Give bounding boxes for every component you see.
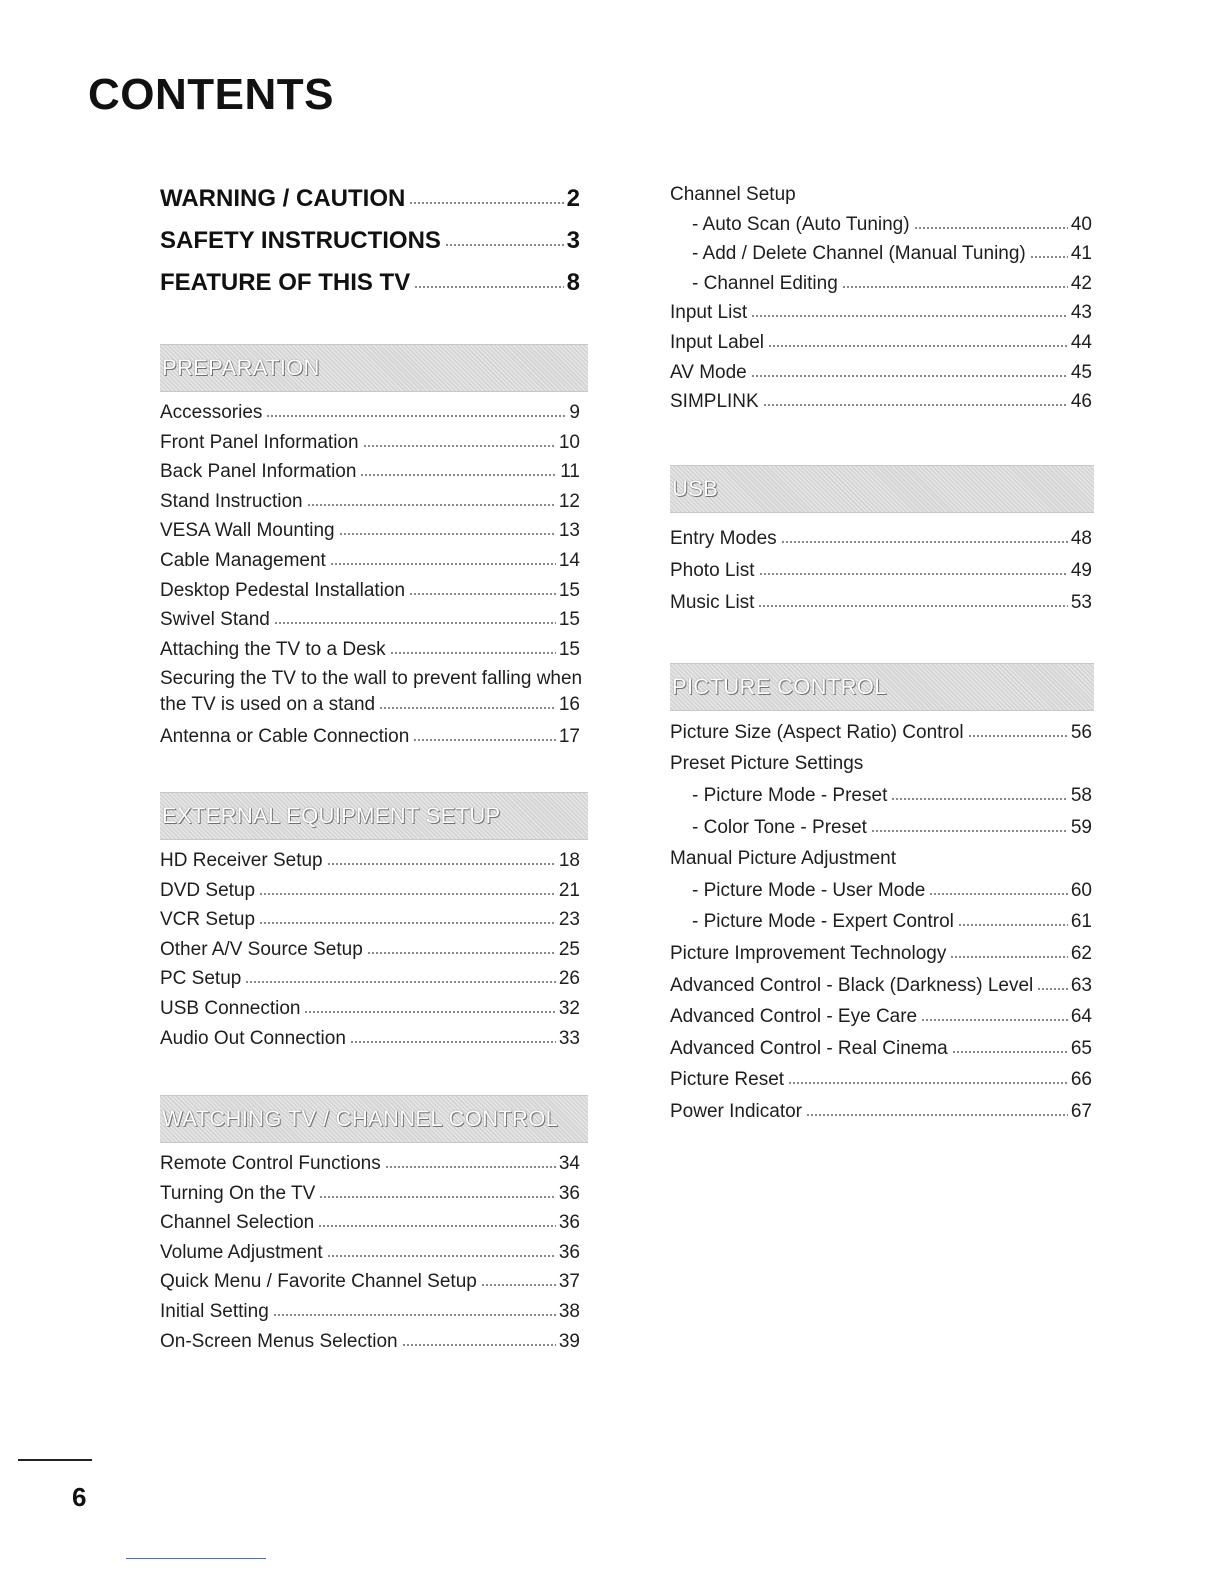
toc-entry-label: On-Screen Menus Selection [160,1330,398,1352]
dot-leader [1030,256,1068,258]
dot-leader [768,345,1068,347]
toc-group-label-channel-setup[interactable]: Channel Setup [670,184,796,205]
toc-page-number: 56 [1070,721,1092,743]
toc-entry[interactable] [670,358,1092,388]
toc-entry-label: Volume Adjustment [160,1241,323,1263]
toc-page-number: 21 [558,879,580,901]
toc-page-number: 13 [558,520,580,542]
toc-page-number: 11 [560,461,580,483]
contents-left-column [160,178,583,1356]
toc-entry[interactable] [160,546,580,576]
toc-entry[interactable] [160,964,580,994]
toc-entry[interactable] [160,398,580,428]
toc-entry[interactable] [670,387,1092,417]
toc-entry[interactable] [670,555,1092,587]
toc-entry[interactable] [670,812,1092,844]
toc-entry-label: Channel Selection [160,1212,315,1234]
toc-entry-label: Other A/V Source Setup [160,938,363,960]
page-number: 6 [72,1482,87,1512]
dot-leader [245,981,556,983]
dot-leader [379,707,556,709]
toc-entry[interactable] [160,1208,580,1238]
toc-entry[interactable] [160,1238,580,1268]
toc-page-number: 40 [1070,213,1092,235]
dot-leader [307,504,556,506]
usb-list [670,523,1092,619]
toc-entry-label: - Color Tone - Preset [692,816,867,838]
dot-leader [318,1225,556,1227]
toc-page-number: 33 [558,1027,580,1049]
dot-leader [402,1344,556,1346]
dot-leader [806,1114,1068,1116]
dot-leader [273,1314,556,1316]
toc-entry[interactable] [670,717,1092,749]
toc-entry[interactable] [670,1064,1092,1096]
toc-page-number: 15 [558,609,580,631]
dot-leader [330,563,556,565]
toc-page-number: 48 [1070,527,1092,549]
dot-leader [327,1255,556,1257]
dot-leader [952,1051,1068,1053]
toc-entry-label: Initial Setting [160,1301,269,1323]
toc-page-number: 62 [1070,942,1092,964]
toc-page-number: 23 [558,909,580,931]
major-entries [160,178,580,304]
toc-entry-label: Stand Instruction [160,490,303,512]
dot-leader [327,863,556,865]
toc-entry-label: Back Panel Information [160,461,357,483]
toc-entry[interactable] [670,210,1092,240]
toc-entry-label: Advanced Control - Real Cinema [670,1037,948,1059]
toc-page-number: 15 [558,638,580,660]
toc-page-number: 39 [558,1330,580,1352]
toc-page-number: 26 [558,968,580,990]
section-heading: EXTERNAL EQUIPMENT SETUP [162,802,501,828]
section-heading: PICTURE CONTROL [672,673,887,699]
dot-leader [259,893,556,895]
dot-leader [788,1082,1068,1084]
dot-leader [763,404,1068,406]
toc-page-number: 42 [1070,272,1092,294]
toc-entry-label: Front Panel Information [160,431,359,453]
toc-entry-label: Picture Size (Aspect Ratio) Control [670,721,964,743]
toc-entry[interactable] [160,428,580,458]
section-banner-watching-tv [160,1095,588,1143]
section-banner-picture-control [670,663,1094,711]
toc-page-number: 15 [558,579,580,601]
toc-group-label-preset[interactable]: Preset Picture Settings [670,753,864,775]
toc-entry-label: - Channel Editing [692,272,838,294]
external-list [160,846,580,1053]
toc-page-number: 66 [1070,1069,1092,1091]
dot-leader [445,244,564,246]
toc-entry-safety[interactable] [160,220,580,262]
toc-entry-label: Remote Control Functions [160,1153,381,1175]
toc-entry-label: PC Setup [160,968,242,990]
toc-entry[interactable] [160,1024,580,1054]
dot-leader [929,893,1068,895]
toc-entry-label: - Add / Delete Channel (Manual Tuning) [692,243,1026,265]
toc-entry[interactable] [670,1096,1092,1128]
toc-entry-label: WARNING / CAUTION [160,185,406,212]
toc-page-number: 67 [1070,1100,1092,1122]
toc-entry[interactable] [670,328,1092,358]
toc-entry-label: USB Connection [160,997,301,1019]
toc-entry[interactable] [160,487,580,517]
toc-page-number: 3 [566,227,580,254]
toc-page-number: 25 [558,938,580,960]
toc-entry-wrapped[interactable] [160,666,583,718]
toc-page-number: 59 [1070,816,1092,838]
section-heading: PREPARATION [162,355,320,380]
toc-page-number: 10 [558,431,580,453]
dot-leader [360,474,557,476]
toc-entry-label: Swivel Stand [160,609,270,631]
dot-leader [751,375,1068,377]
toc-entry-warning[interactable] [160,178,580,220]
toc-entry-feature[interactable] [160,262,580,304]
bottom-link-underline [126,1558,266,1559]
toc-entry[interactable] [670,523,1092,555]
toc-entry[interactable] [670,239,1092,269]
toc-entry[interactable] [670,780,1092,812]
toc-entry-label: Advanced Control - Black (Darkness) Level [670,974,1034,996]
toc-entry-label-line2: the TV is used on a stand [160,694,376,716]
dot-leader [259,922,556,924]
toc-entry[interactable] [160,905,580,935]
toc-entry-label: Music List [670,591,755,613]
contents-right-column [670,180,1092,1127]
toc-entry[interactable] [670,298,1092,328]
dot-leader [339,533,556,535]
toc-entry-label: Input List [670,302,748,324]
footer-rule [18,1459,92,1461]
toc-entry-label: Power Indicator [670,1100,803,1122]
toc-entry[interactable] [670,269,1092,299]
dot-leader [921,1019,1068,1021]
toc-page-number: 36 [558,1182,580,1204]
dot-leader [950,956,1068,958]
toc-page-number: 43 [1070,302,1092,324]
toc-entry[interactable] [670,875,1092,907]
dot-leader [363,445,556,447]
toc-entry[interactable] [160,876,580,906]
toc-entry-label: VCR Setup [160,909,256,931]
dot-leader [385,1166,556,1168]
toc-entry-label: Turning On the TV [160,1182,316,1204]
toc-page-number: 41 [1070,243,1092,265]
toc-page-number: 45 [1070,361,1092,383]
toc-entry-label: Entry Modes [670,527,777,549]
dot-leader [871,830,1068,832]
section-banner-external-equipment [160,792,588,840]
toc-page-number: 12 [558,490,580,512]
dot-leader [758,605,1067,607]
toc-entry[interactable] [160,635,580,665]
toc-entry[interactable] [160,605,580,635]
toc-entry-label: HD Receiver Setup [160,849,323,871]
toc-entry-label: Photo List [670,559,755,581]
toc-entry-label: Quick Menu / Favorite Channel Setup [160,1271,477,1293]
section-heading: USB [672,475,719,501]
toc-page-number: 65 [1070,1037,1092,1059]
toc-page-number: 14 [558,549,580,571]
toc-entry[interactable] [670,938,1092,970]
toc-entry[interactable] [160,576,580,606]
dot-leader [914,227,1068,229]
dot-leader [842,286,1068,288]
toc-page-number: 46 [1070,391,1092,413]
toc-page-number: 37 [558,1271,580,1293]
dot-leader [350,1041,556,1043]
toc-entry[interactable] [160,1297,580,1327]
toc-entry-label: Cable Management [160,549,326,571]
dot-leader [751,315,1068,317]
toc-page-number: 60 [1070,879,1092,901]
toc-entry-label: SAFETY INSTRUCTIONS [160,227,441,254]
toc-entry-label: - Picture Mode - Preset [692,784,888,806]
dot-leader [266,415,566,417]
toc-page-number: 63 [1070,974,1092,996]
toc-entry[interactable] [160,935,580,965]
toc-entry-label: - Picture Mode - Expert Control [692,911,954,933]
dot-leader [481,1284,556,1286]
toc-entry[interactable] [160,846,580,876]
toc-entry-label: DVD Setup [160,879,256,901]
toc-entry-label: - Picture Mode - User Mode [692,879,926,901]
toc-entry[interactable] [160,994,580,1024]
toc-page-number: 18 [558,849,580,871]
toc-entry[interactable] [160,1179,580,1209]
dot-leader [958,924,1068,926]
toc-entry-label: Input Label [670,331,765,353]
toc-entry[interactable] [160,457,580,487]
toc-page-number: 44 [1070,331,1092,353]
toc-entry-label: SIMPLINK [670,391,759,413]
toc-entry[interactable] [160,1149,580,1179]
toc-group-label-manual[interactable]: Manual Picture Adjustment [670,848,897,870]
toc-page-number: 61 [1070,911,1092,933]
toc-entry[interactable] [670,906,1092,938]
toc-page-number: 58 [1070,784,1092,806]
toc-page-number: 36 [558,1212,580,1234]
dot-leader [409,202,563,204]
section-heading: WATCHING TV / CHANNEL CONTROL [162,1106,559,1132]
dot-leader [319,1196,556,1198]
dot-leader [781,541,1068,543]
toc-entry-label: Desktop Pedestal Installation [160,579,406,601]
toc-page-number: 64 [1070,1006,1092,1028]
dot-leader [390,652,556,654]
watching-list [160,1149,580,1356]
toc-page-number: 38 [558,1301,580,1323]
toc-entry[interactable] [160,722,580,752]
toc-page-number: 36 [558,1241,580,1263]
toc-entry-label-line1: Securing the TV to the wall to prevent falling when [160,668,583,690]
dot-leader [891,798,1068,800]
dot-leader [304,1011,555,1013]
toc-page-number: 32 [558,997,580,1019]
page-title: CONTENTS [88,70,334,119]
dot-leader [413,739,556,741]
picture-list [670,717,1092,1128]
toc-entry-label: Audio Out Connection [160,1027,346,1049]
dot-leader [968,735,1068,737]
toc-entry-label: FEATURE OF THIS TV [160,269,411,296]
toc-entry[interactable] [670,1033,1092,1065]
toc-page-number: 9 [569,402,580,423]
dot-leader [759,573,1068,575]
toc-entry[interactable] [670,970,1092,1002]
section-banner-preparation [160,344,588,392]
toc-entry-label: Accessories [160,402,263,423]
toc-entry-label: Picture Improvement Technology [670,942,947,964]
toc-page-number: 2 [566,185,580,212]
dot-leader [1037,988,1068,990]
toc-entry-label: Antenna or Cable Connection [160,726,410,748]
toc-entry[interactable] [670,1001,1092,1033]
toc-entry-label: VESA Wall Mounting [160,520,335,542]
dot-leader [274,622,556,624]
toc-page-number: 53 [1070,591,1092,613]
toc-page-number: 17 [558,726,580,748]
toc-entry-label: Attaching the TV to a Desk [160,638,386,660]
toc-page-number: 34 [558,1153,580,1175]
toc-page-number: 8 [566,269,580,296]
toc-entry-label: - Auto Scan (Auto Tuning) [692,213,910,235]
preparation-list [160,398,583,752]
dot-leader [367,952,556,954]
toc-entry[interactable] [160,516,580,546]
toc-entry[interactable] [160,1327,580,1357]
toc-entry-label: Picture Reset [670,1069,785,1091]
toc-entry-label: Advanced Control - Eye Care [670,1006,918,1028]
toc-entry[interactable] [670,587,1092,619]
toc-entry[interactable] [160,1267,580,1297]
section-banner-usb [670,465,1094,513]
toc-entry-label: AV Mode [670,361,747,383]
toc-page-number: 16 [558,694,580,716]
dot-leader [414,286,563,288]
dot-leader [409,593,556,595]
toc-page-number: 49 [1070,559,1092,581]
